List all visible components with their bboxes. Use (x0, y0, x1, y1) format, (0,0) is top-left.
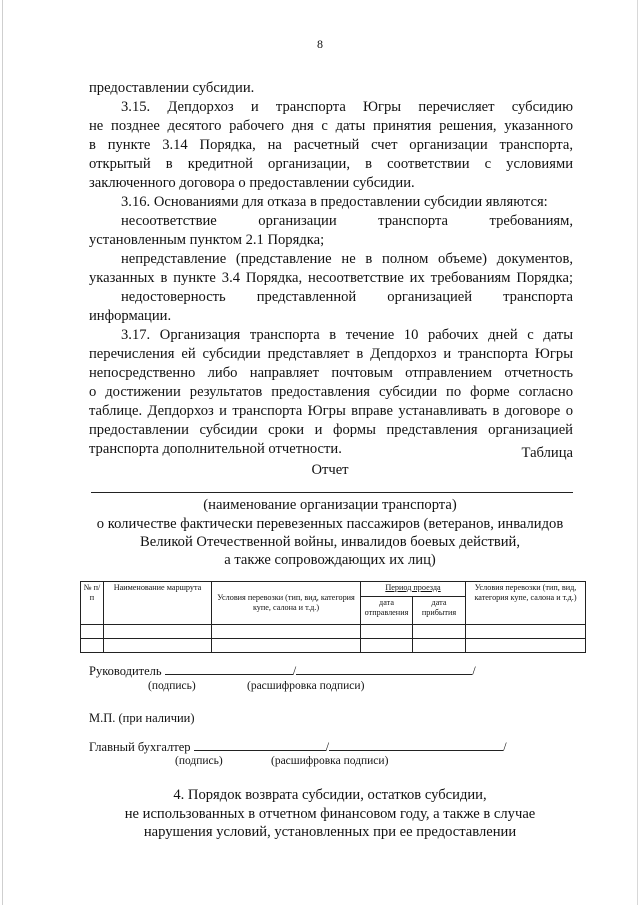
col-header-route: Наименование маршрута (104, 582, 212, 625)
accountant-label: Главный бухгалтер (89, 740, 191, 754)
body-line: несоответствие организации транспорта требованиям, (121, 213, 573, 229)
slash: / (292, 664, 297, 678)
col-header-period: Период проезда (361, 582, 466, 597)
body-line: недостоверность представленной организацией транспорта (121, 289, 573, 305)
signature-hint: (подпись) (148, 680, 196, 692)
body-line: заключенного договора о предоставлении субсидии. (89, 175, 415, 191)
decode-hint: (расшифровка подписи) (271, 755, 389, 767)
col-header-arrival: дата прибытия (413, 597, 466, 625)
report-subtitle: о количестве фактически перевезенных пассажиров (ветеранов, инвалидов (96, 516, 564, 532)
table-cell (81, 639, 104, 653)
section-heading: нарушения условий, установленных при ее предоставлении (143, 824, 517, 840)
signature-blank (165, 662, 293, 675)
decode-hint: (расшифровка подписи) (247, 680, 365, 692)
report-title: Отчет (311, 462, 349, 478)
body-line: о достижении результатов предоставления субсидии по форме согласно (89, 384, 573, 400)
table-cell (104, 625, 212, 639)
body-line: установленным пунктом 2.1 Порядка; (89, 232, 325, 248)
table-cell (466, 639, 586, 653)
table-row (81, 639, 586, 653)
page-number: 8 (317, 37, 323, 51)
col-header-conditions: Условия перевозки (тип, вид, категория купе, салона и т.д.) (212, 582, 361, 625)
scan-edge-left (2, 0, 3, 905)
table-cell (361, 625, 413, 639)
section-heading: не использованных в отчетном финансовом году, а также в случае (124, 806, 536, 822)
table-cell (81, 625, 104, 639)
signature-hint: (подпись) (175, 755, 223, 767)
body-line: таблице. Депдорхоз и транспорта Югры вправе устанавливать в договоре о (89, 403, 573, 419)
table-cell (466, 625, 586, 639)
body-line: 3.15. Депдорхоз и транспорта Югры перечисляет субсидию (121, 99, 573, 115)
body-line: не позднее десятого рабочего дня с даты принятия решения, указанного (89, 118, 573, 134)
table-cell (212, 639, 361, 653)
report-table (80, 581, 586, 653)
col-header-departure: дата отправления (361, 597, 413, 625)
body-line: 3.16. Основаниями для отказа в предоставлении субсидии являются: (121, 194, 548, 210)
accountant-signature-line (89, 738, 507, 755)
table-cell (361, 639, 413, 653)
table-cell (212, 625, 361, 639)
body-line: непосредственно либо направляет почтовым отправлением отчетность (89, 365, 573, 381)
body-line: предоставлении субсидии сроки и формы представления организацией (89, 422, 573, 438)
body-line: 3.17. Организация транспорта в течение 10 рабочих дней с даты (121, 327, 573, 343)
org-name-hint: (наименование организации транспорта) (203, 497, 457, 513)
body-line: открытый в кредитной организации, в соответствии с условиями (89, 156, 573, 172)
signature-blank (194, 738, 326, 751)
slash: / (325, 740, 330, 754)
table-header-row (81, 582, 586, 597)
report-subtitle: Великой Отечественной войны, инвалидов боевых действий, (140, 534, 520, 550)
org-name-line (91, 492, 573, 493)
table-cell (413, 625, 466, 639)
slash: / (503, 740, 507, 754)
head-label: Руководитель (89, 664, 162, 678)
col-header-number: № п/п (81, 582, 104, 625)
body-line: предоставлении субсидии. (89, 80, 255, 96)
body-line: в пункте 3.14 Порядка, на расчетный счет организации транспорта, (89, 137, 573, 153)
body-line: транспорта дополнительной отчетности. (89, 441, 342, 457)
table-cell (104, 639, 212, 653)
table-caption: Таблица (521, 445, 573, 461)
body-line: информации. (89, 308, 172, 324)
body-line: перечисления ей субсидии представляет в Депдорхоз и транспорта Югры (89, 346, 573, 362)
body-line: указанных в пункте 3.4 Порядка, несоответствие их требованиям Порядка; (89, 270, 573, 286)
col-header-conditions-2: Условия перевозки (тип, вид, категория купе, салона и т.д.) (466, 582, 586, 625)
slash: / (472, 664, 476, 678)
report-subtitle: а также сопровождающих их лиц) (224, 552, 436, 568)
body-line: непредставление (представление не в полном объеме) документов, (121, 251, 573, 267)
stamp-note: М.П. (при наличии) (89, 711, 195, 725)
table-cell (413, 639, 466, 653)
head-signature-line (89, 662, 476, 679)
decode-blank (296, 662, 472, 675)
scan-edge-right (637, 0, 638, 905)
section-heading: 4. Порядок возврата субсидии, остатков субсидии, (173, 787, 487, 803)
table-row (81, 625, 586, 639)
decode-blank (329, 738, 503, 751)
